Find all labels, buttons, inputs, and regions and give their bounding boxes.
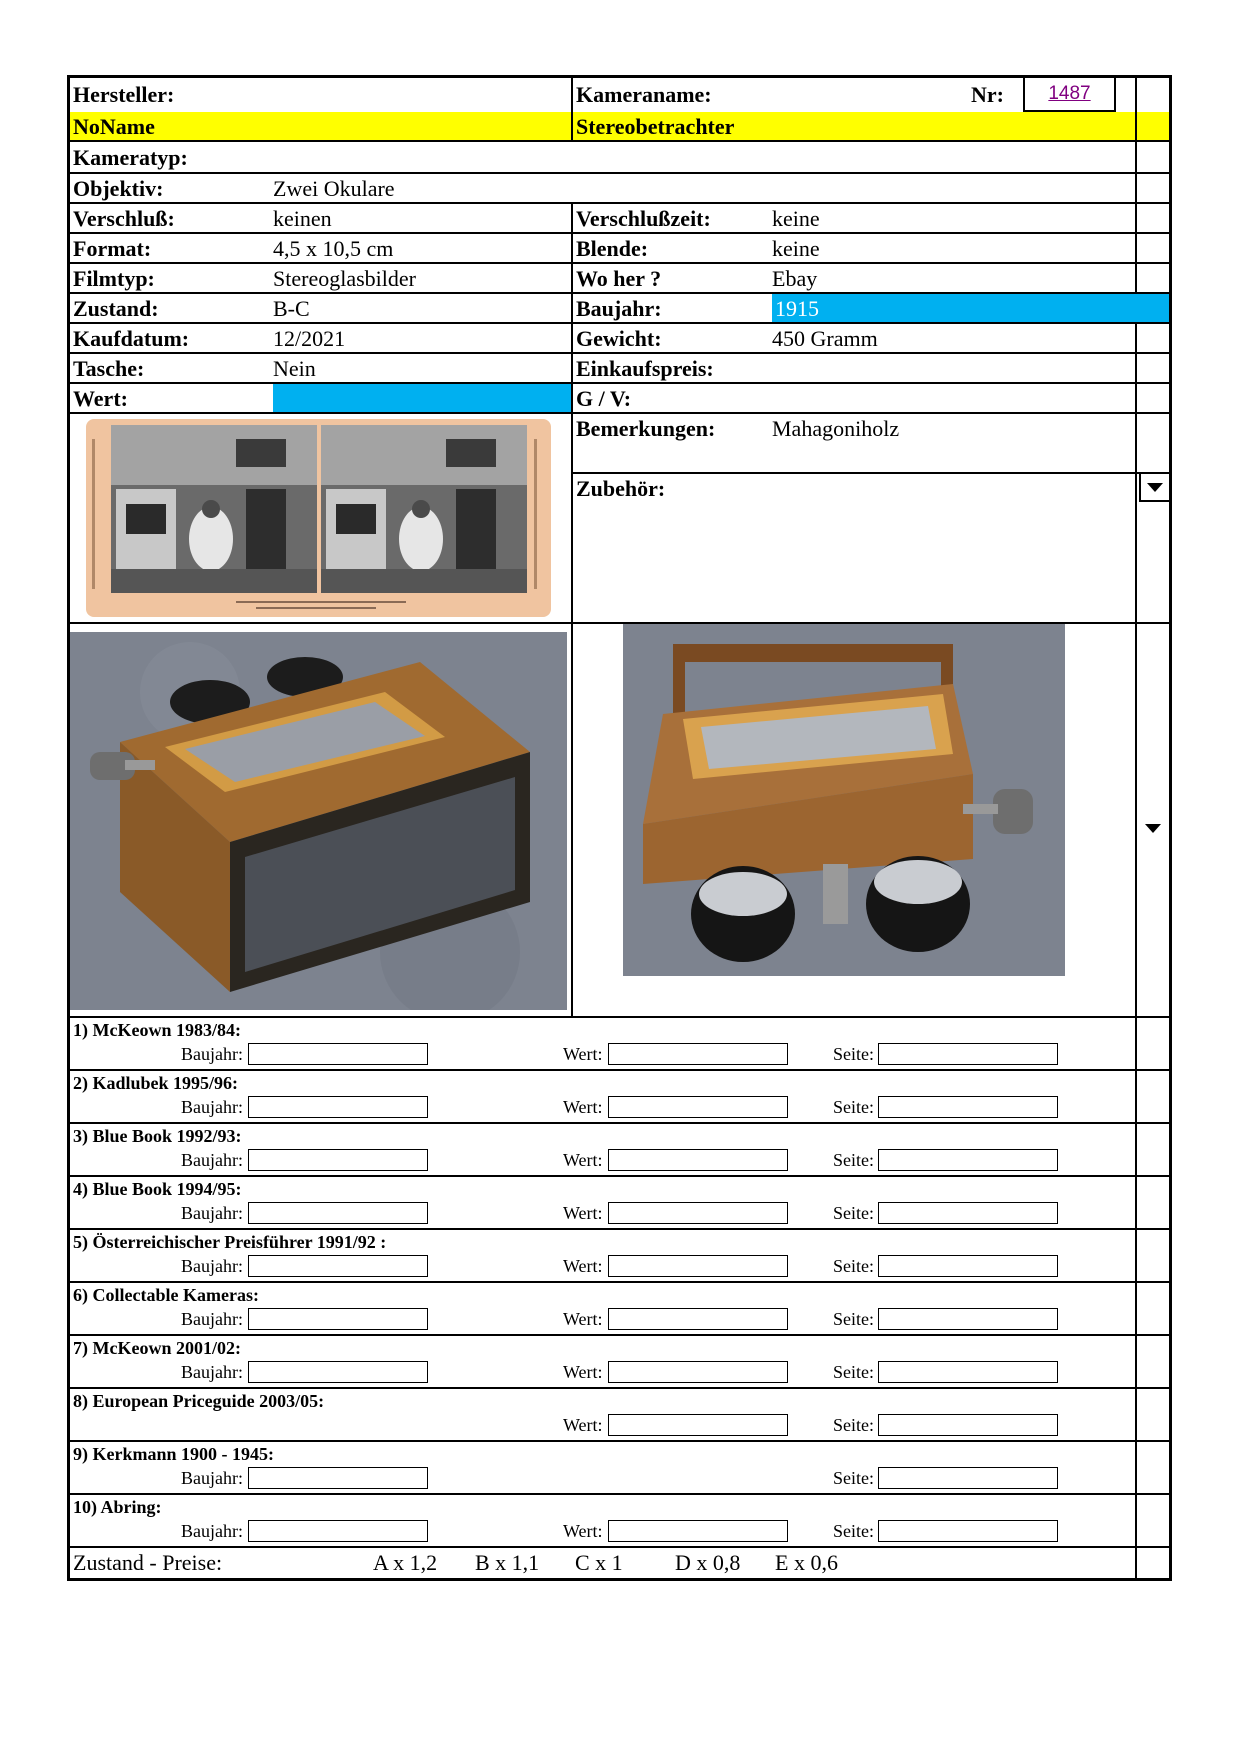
reference-row — [70, 1124, 1169, 1177]
verschluss-label: Verschluß: — [73, 206, 175, 231]
gewicht-label: Gewicht: — [576, 326, 662, 351]
wert-ref-field[interactable] — [608, 1202, 788, 1224]
blende-value: keine — [772, 236, 820, 261]
wert-ref-field[interactable] — [608, 1414, 788, 1436]
seite-ref-field[interactable] — [878, 1149, 1058, 1171]
remarks-block — [70, 414, 1169, 624]
baujahr-ref-field[interactable] — [248, 1308, 428, 1330]
kameratyp-row — [70, 142, 1169, 174]
kaufdatum-value: 12/2021 — [273, 324, 573, 352]
seite-ref-field[interactable] — [878, 1096, 1058, 1118]
name-row — [70, 112, 1169, 142]
format-row — [70, 234, 1169, 264]
stereo-viewer-photo-1 — [70, 632, 567, 1010]
baujahr-ref-field[interactable] — [248, 1202, 428, 1224]
reference-title: 6) Collectable Kameras: — [73, 1285, 259, 1305]
wert-ref-field[interactable] — [608, 1149, 788, 1171]
zustand-label: Zustand: — [73, 296, 159, 321]
woher-label: Wo her ? — [576, 266, 662, 291]
baujahr-ref-label: Baujahr: — [181, 1150, 243, 1170]
baujahr-ref-field[interactable] — [248, 1096, 428, 1118]
bemerkungen-value: Mahagoniholz — [772, 416, 900, 441]
footer-row — [70, 1548, 1169, 1578]
wert-value-field[interactable] — [273, 384, 573, 412]
tasche-label: Tasche: — [73, 356, 145, 381]
format-label: Format: — [73, 236, 152, 261]
seite-ref-label: Seite: — [833, 1150, 874, 1170]
reference-row — [70, 1230, 1169, 1283]
blende-label: Blende: — [576, 236, 649, 261]
seite-ref-label: Seite: — [833, 1415, 874, 1435]
tasche-value: Nein — [273, 354, 573, 382]
wert-ref-field[interactable] — [608, 1043, 788, 1065]
verschluss-row — [70, 204, 1169, 234]
baujahr-ref-label: Baujahr: — [181, 1362, 243, 1382]
woher-value: Ebay — [772, 266, 818, 291]
wert-ref-label: Wert: — [563, 1256, 603, 1276]
filmtyp-row — [70, 264, 1169, 294]
reference-title: 4) Blue Book 1994/95: — [73, 1179, 242, 1199]
seite-ref-label: Seite: — [833, 1256, 874, 1276]
chevron-down-icon — [1147, 483, 1163, 492]
reference-title: 9) Kerkmann 1900 - 1945: — [73, 1444, 274, 1464]
photos-row — [70, 624, 1169, 1018]
verschlusszeit-value: keine — [772, 206, 820, 231]
baujahr-ref-label: Baujahr: — [181, 1256, 243, 1276]
wert-ref-label: Wert: — [563, 1415, 603, 1435]
verschluss-value: keinen — [273, 204, 573, 232]
header-row — [70, 78, 1169, 112]
photo-left-area — [70, 624, 573, 1016]
baujahr-ref-field[interactable] — [248, 1520, 428, 1542]
zustand-preise-label: Zustand - Preise: — [73, 1550, 223, 1575]
seite-ref-field[interactable] — [878, 1414, 1058, 1436]
seite-ref-label: Seite: — [833, 1521, 874, 1541]
wert-label: Wert: — [73, 386, 128, 411]
zustand-value: B-C — [273, 294, 573, 322]
reference-row — [70, 1283, 1169, 1336]
objektiv-value: Zwei Okulare — [273, 176, 395, 201]
factor-b: B x 1,1 — [475, 1550, 540, 1575]
hersteller-value: NoName — [70, 112, 573, 140]
nr-label: Nr: — [971, 82, 1004, 107]
reference-title: 5) Österreichischer Preisführer 1991/92 : — [73, 1232, 387, 1252]
seite-ref-field[interactable] — [878, 1361, 1058, 1383]
gewicht-value: 450 Gramm — [772, 326, 878, 351]
format-value: 4,5 x 10,5 cm — [273, 234, 573, 262]
wert-ref-label: Wert: — [563, 1362, 603, 1382]
nr-link[interactable]: 1487 — [1048, 83, 1091, 104]
baujahr-ref-field[interactable] — [248, 1467, 428, 1489]
zustand-row — [70, 294, 1169, 324]
kameratyp-label: Kameratyp: — [73, 145, 188, 170]
kaufdatum-row — [70, 324, 1169, 354]
verschlusszeit-label: Verschlußzeit: — [576, 206, 711, 231]
seite-ref-label: Seite: — [833, 1468, 874, 1488]
einkaufspreis-label: Einkaufspreis: — [576, 356, 714, 381]
wert-ref-label: Wert: — [563, 1203, 603, 1223]
filmtyp-value: Stereoglasbilder — [273, 264, 573, 292]
reference-title: 8) European Priceguide 2003/05: — [73, 1391, 325, 1411]
seite-ref-field[interactable] — [878, 1467, 1058, 1489]
factor-c: C x 1 — [575, 1550, 623, 1575]
filmtyp-label: Filmtyp: — [73, 266, 155, 291]
wert-ref-field[interactable] — [608, 1520, 788, 1542]
factor-d: D x 0,8 — [675, 1550, 741, 1575]
zubehoer-dropdown-button[interactable] — [1139, 474, 1169, 502]
baujahr-ref-label: Baujahr: — [181, 1097, 243, 1117]
seite-ref-label: Seite: — [833, 1362, 874, 1382]
baujahr-ref-field[interactable] — [248, 1361, 428, 1383]
reference-title: 10) Abring: — [73, 1497, 162, 1517]
gv-label: G / V: — [576, 386, 632, 411]
baujahr-ref-field[interactable] — [248, 1149, 428, 1171]
reference-guides — [70, 1018, 1169, 1548]
reference-row — [70, 1336, 1169, 1389]
wert-ref-field[interactable] — [608, 1255, 788, 1277]
stereo-card-image — [86, 419, 551, 617]
kameraname-label: Kameraname: — [576, 82, 712, 107]
hersteller-label: Hersteller: — [70, 78, 573, 112]
zubehoer-area — [573, 474, 1169, 620]
baujahr-ref-field[interactable] — [248, 1255, 428, 1277]
reference-title: 7) McKeown 2001/02: — [73, 1338, 241, 1358]
reference-title: 3) Blue Book 1992/93: — [73, 1126, 242, 1146]
baujahr-ref-label: Baujahr: — [181, 1309, 243, 1329]
wert-ref-field[interactable] — [608, 1096, 788, 1118]
reference-row — [70, 1389, 1169, 1442]
reference-row — [70, 1442, 1169, 1495]
reference-row — [70, 1495, 1169, 1548]
wert-ref-label: Wert: — [563, 1309, 603, 1329]
reference-row — [70, 1071, 1169, 1124]
wert-ref-label: Wert: — [563, 1044, 603, 1064]
seite-ref-field[interactable] — [878, 1308, 1058, 1330]
baujahr-ref-label: Baujahr: — [181, 1468, 243, 1488]
seite-ref-label: Seite: — [833, 1203, 874, 1223]
objektiv-label: Objektiv: — [73, 176, 164, 201]
objektiv-row — [70, 174, 1169, 204]
seite-ref-field[interactable] — [878, 1520, 1058, 1542]
wert-ref-label: Wert: — [563, 1521, 603, 1541]
seite-ref-field[interactable] — [878, 1202, 1058, 1224]
baujahr-ref-label: Baujahr: — [181, 1521, 243, 1541]
factor-a: A x 1,2 — [373, 1550, 438, 1575]
bemerkungen-line — [573, 414, 1169, 474]
wert-ref-label: Wert: — [563, 1150, 603, 1170]
photo-right-area — [573, 624, 1169, 1016]
seite-ref-label: Seite: — [833, 1097, 874, 1117]
wert-ref-label: Wert: — [563, 1097, 603, 1117]
baujahr-ref-label: Baujahr: — [181, 1203, 243, 1223]
reference-row — [70, 1018, 1169, 1071]
reference-title: 2) Kadlubek 1995/96: — [73, 1073, 239, 1093]
baujahr-ref-field[interactable] — [248, 1043, 428, 1065]
bemerkungen-label: Bemerkungen: — [576, 416, 716, 441]
remarks-area — [573, 414, 1169, 622]
stereo-viewer-photo-2 — [623, 624, 1065, 976]
kameraname-value: Stereobetrachter — [573, 112, 1169, 140]
seite-ref-field[interactable] — [878, 1043, 1058, 1065]
seite-ref-label: Seite: — [833, 1044, 874, 1064]
stereo-card-area — [70, 414, 573, 622]
wert-ref-field[interactable] — [608, 1361, 788, 1383]
reference-row — [70, 1177, 1169, 1230]
baujahr-label: Baujahr: — [576, 296, 662, 321]
tasche-row — [70, 354, 1169, 384]
factor-e: E x 0,6 — [775, 1550, 838, 1575]
kaufdatum-label: Kaufdatum: — [73, 326, 190, 351]
baujahr-value: 1915 — [772, 294, 1169, 322]
camera-record-sheet — [67, 75, 1172, 1581]
reference-title: 1) McKeown 1983/84: — [73, 1020, 241, 1040]
seite-ref-field[interactable] — [878, 1255, 1058, 1277]
zubehoer-label: Zubehör: — [576, 476, 666, 501]
nr-box — [1023, 78, 1116, 112]
seite-ref-label: Seite: — [833, 1309, 874, 1329]
baujahr-ref-label: Baujahr: — [181, 1044, 243, 1064]
wert-row — [70, 384, 1169, 414]
wert-ref-field[interactable] — [608, 1308, 788, 1330]
